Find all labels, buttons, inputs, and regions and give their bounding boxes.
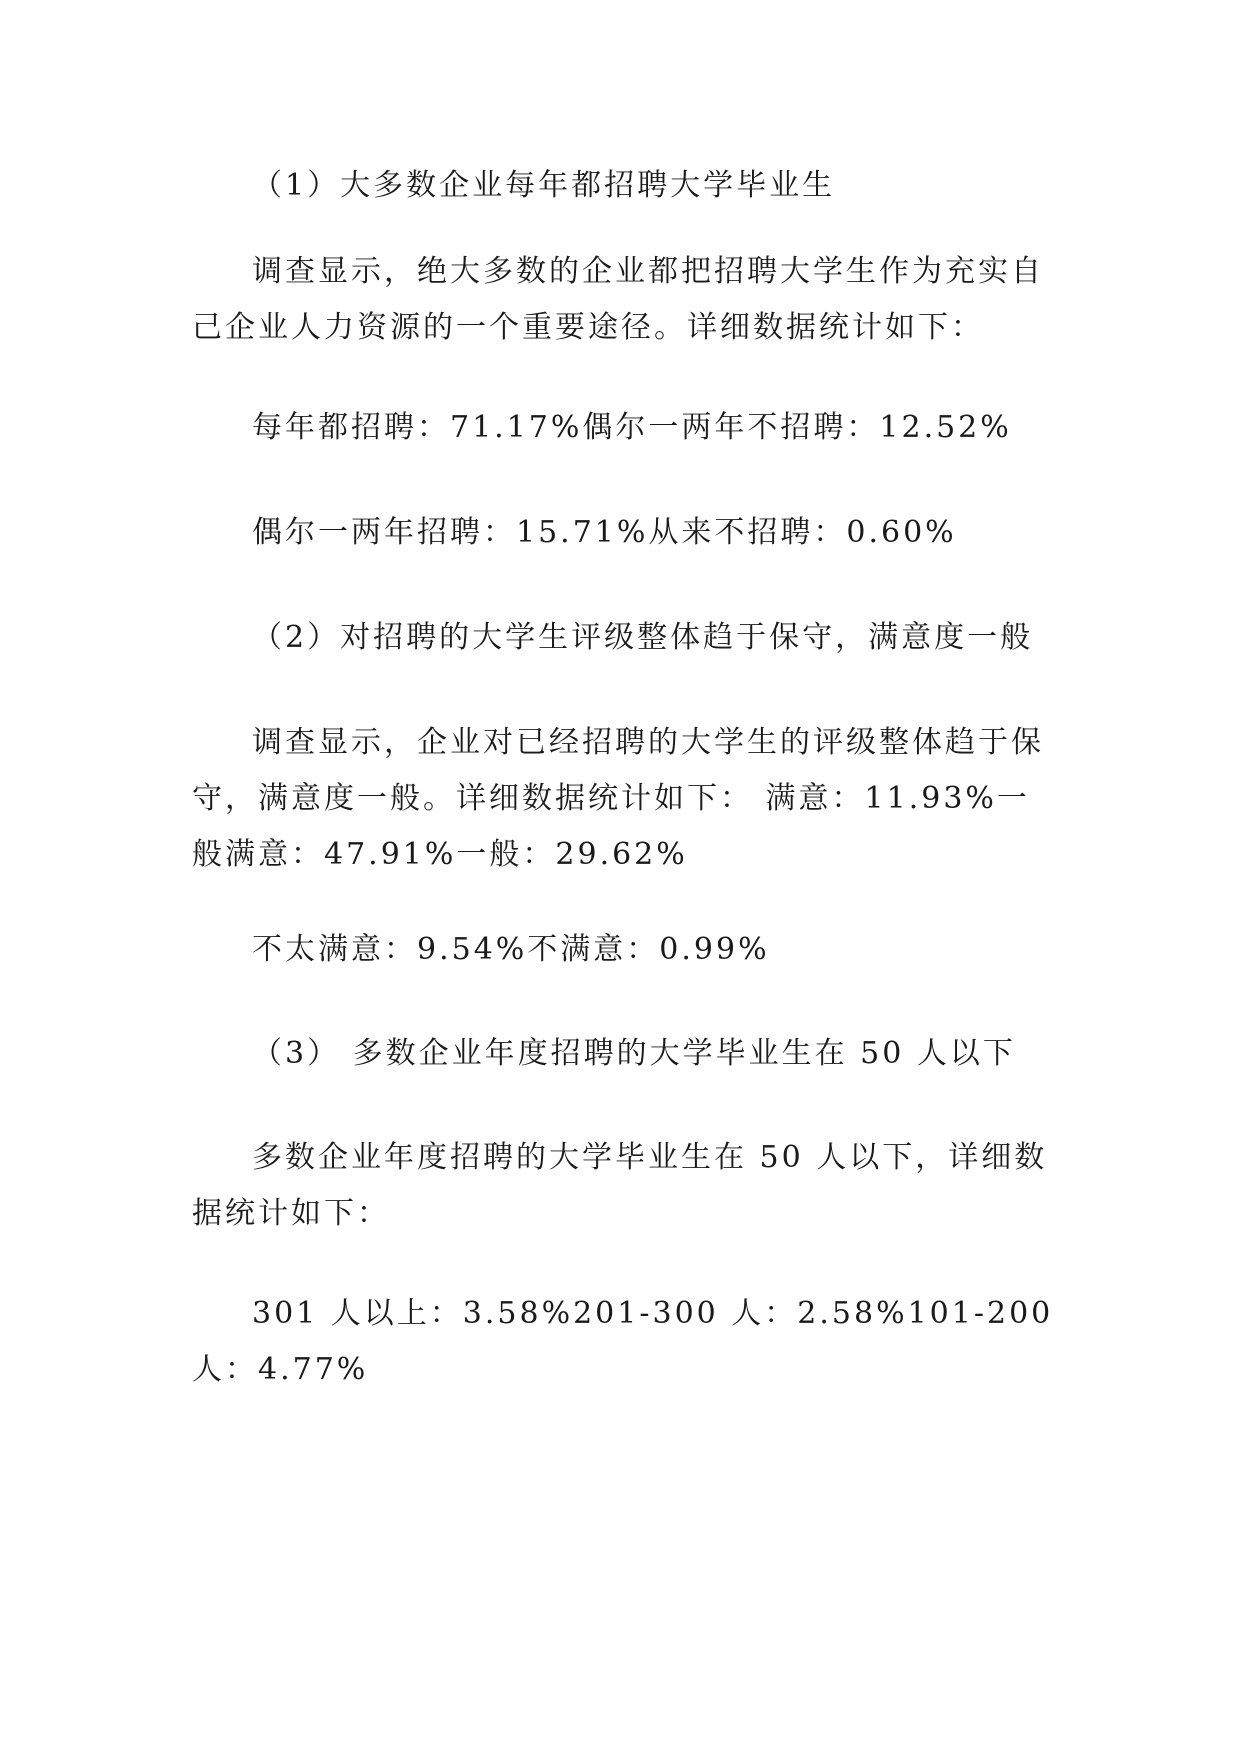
body-paragraph: 调查显示，绝大多数的企业都把招聘大学生作为充实自己企业人力资源的一个重要途径。详细数据统计如下： — [192, 254, 1044, 345]
section-heading-2: （2）对招聘的大学生评级整体趋于保守，满意度一般 — [252, 620, 1034, 655]
stat-line: 不太满意：9.54%不满意：0.99% — [252, 932, 770, 967]
stat-line: 每年都招聘：71.17%偶尔一两年不招聘：12.52% — [252, 410, 1012, 445]
body-paragraph: 调查显示，企业对已经招聘的大学生的评级整体趋于保守，满意度一般。详细数据统计如下： 满意：11.93%一般满意：47.91%一般：29.62% — [192, 725, 1044, 872]
section-heading-1: （1）大多数企业每年都招聘大学毕业生 — [252, 168, 836, 203]
stat-line: 偶尔一两年招聘：15.71%从来不招聘：0.60% — [252, 515, 957, 550]
body-paragraph: 多数企业年度招聘的大学毕业生在 50 人以下，详细数据统计如下： — [192, 1140, 1048, 1231]
section-heading-3: （3） 多数企业年度招聘的大学毕业生在 50 人以下 — [252, 1036, 1016, 1071]
stat-line: 301 人以上：3.58%201-300 人：2.58%101-200 人：4.77% — [192, 1296, 1054, 1387]
